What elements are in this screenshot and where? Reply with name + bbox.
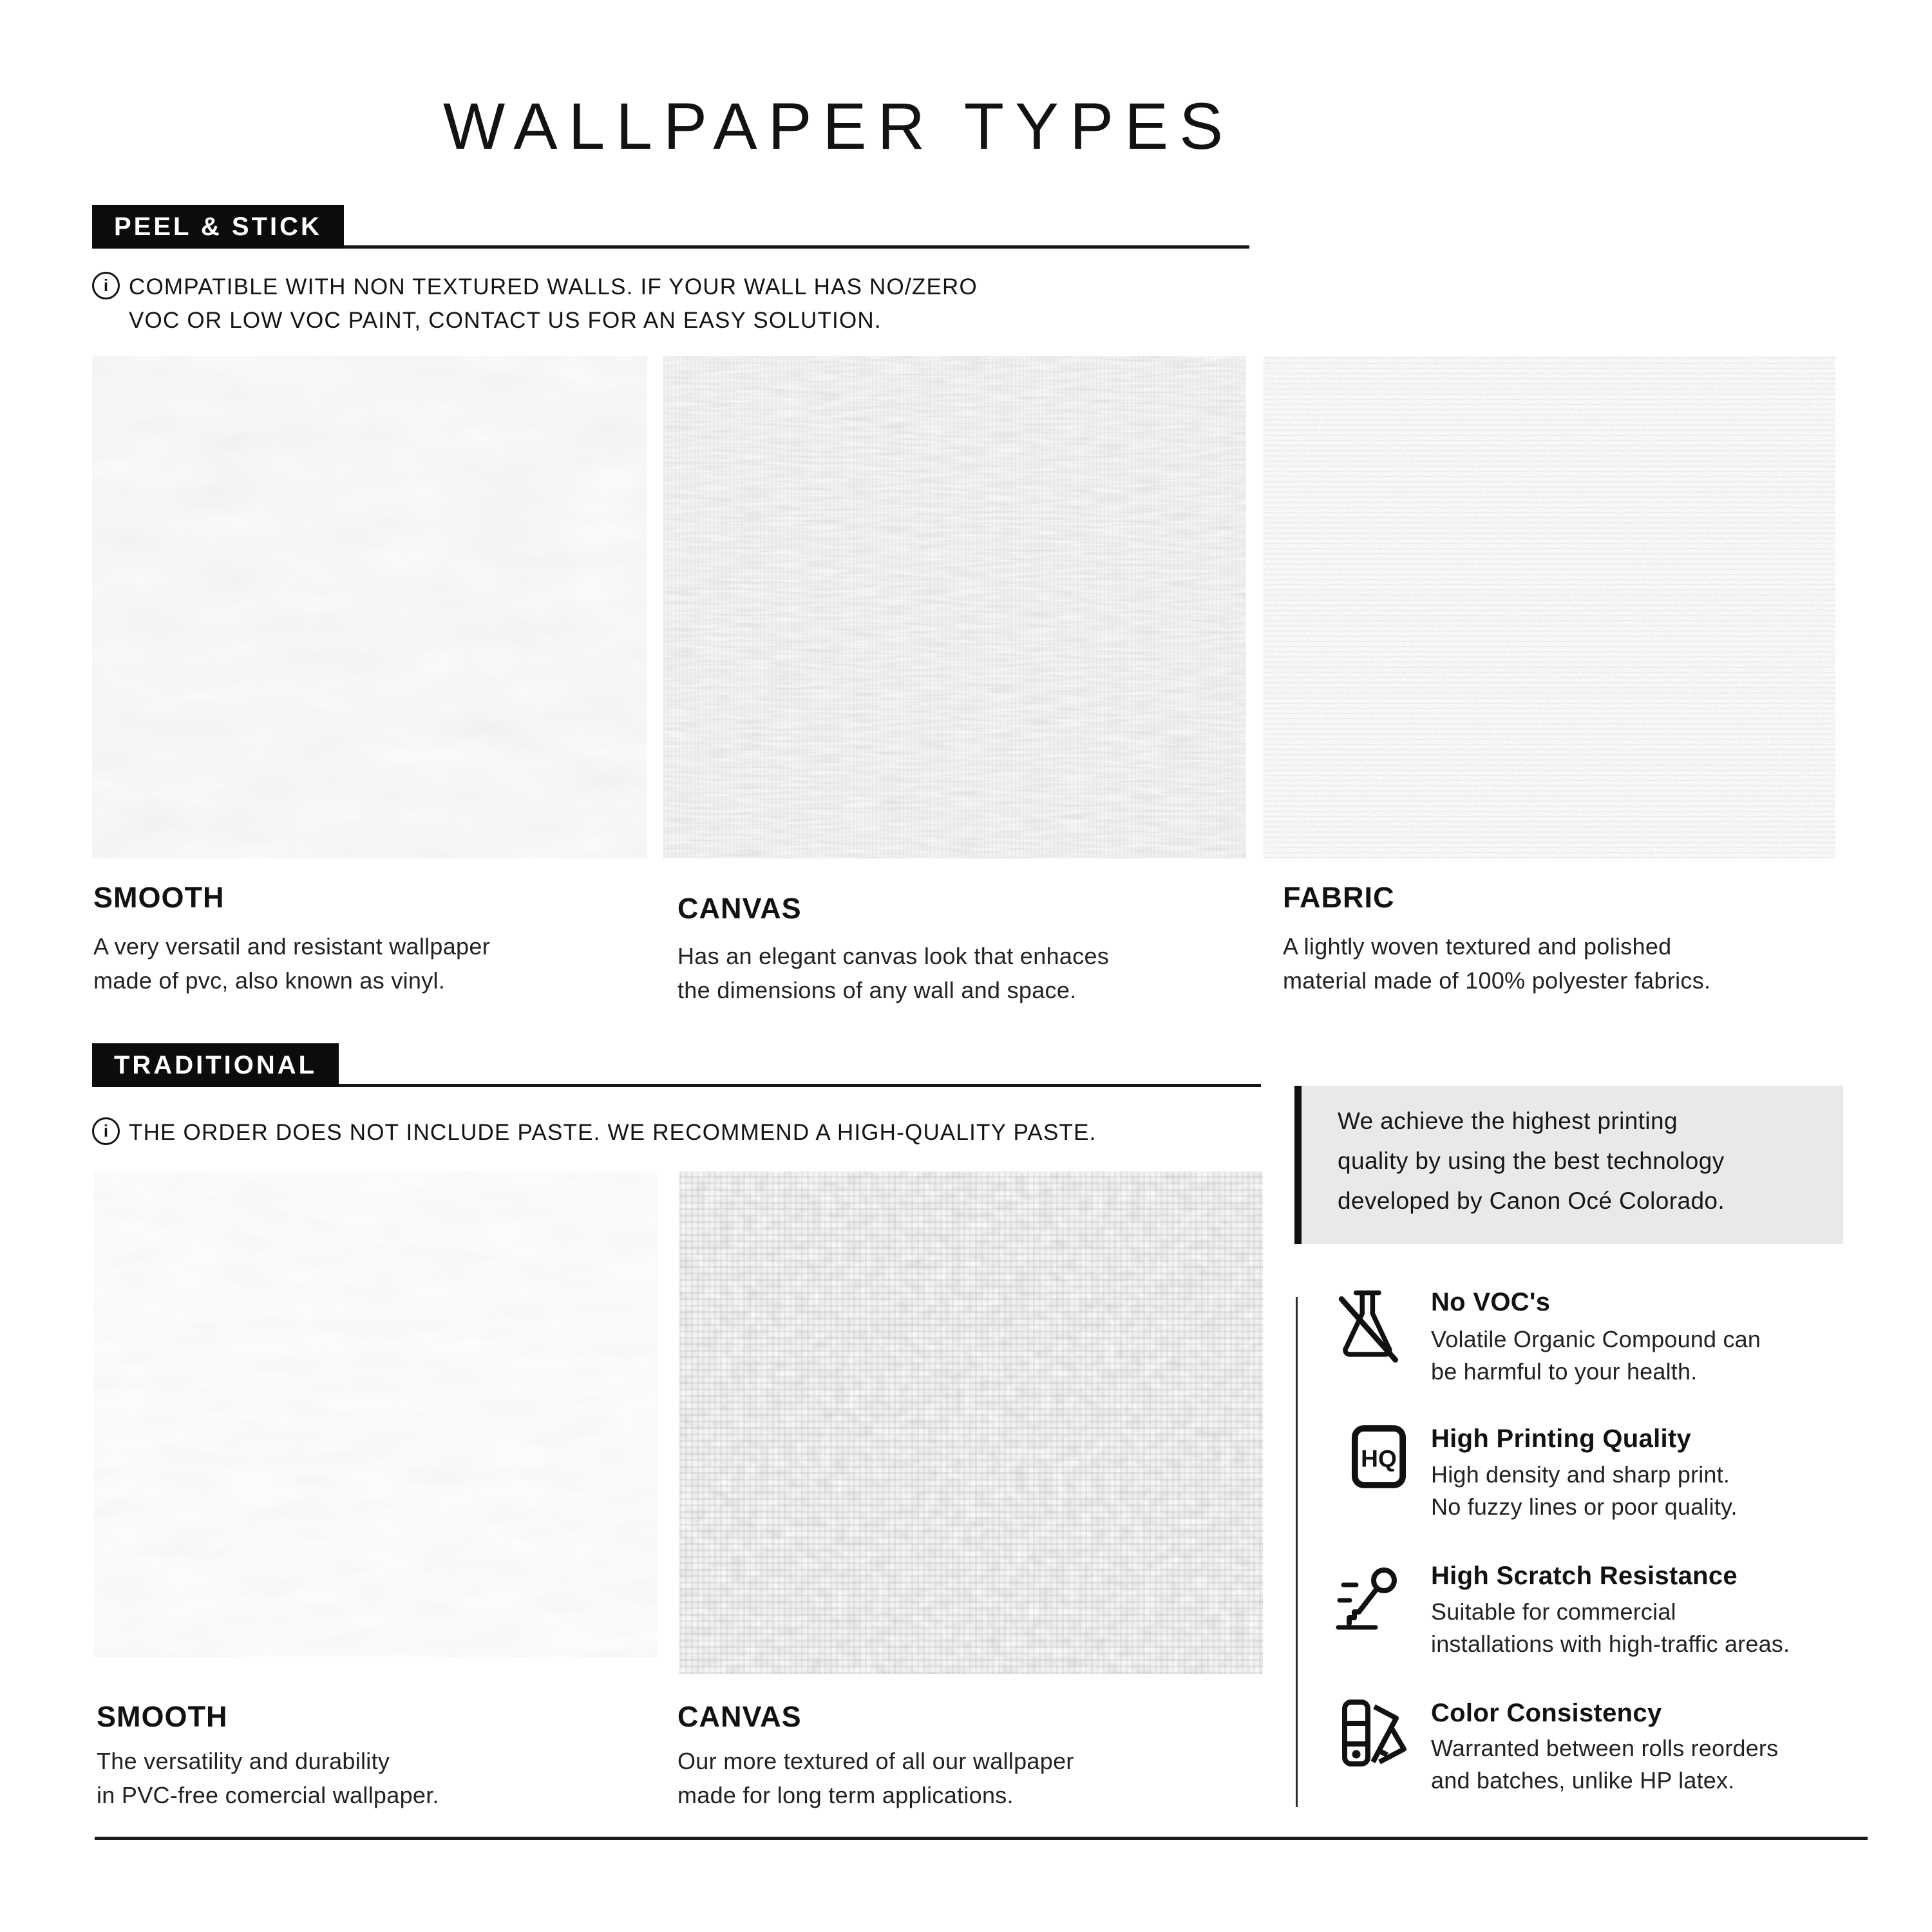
feature-title: High Scratch Resistance	[1431, 1562, 1738, 1590]
traditional-note	[92, 1116, 1097, 1150]
quality-statement-line3: developed by Canon Océ Colorado.	[1338, 1188, 1725, 1214]
swatch-desc-line: A very versatil and resistant wallpaper	[93, 933, 490, 960]
info-icon: i	[92, 1117, 120, 1145]
traditional-badge: TRADITIONAL	[92, 1043, 339, 1087]
swatch-desc-line: material made of 100% polyester fabrics.	[1283, 967, 1711, 994]
feature-title: Color Consistency	[1431, 1699, 1662, 1727]
feature-desc-line: Warranted between rolls reorders	[1431, 1735, 1779, 1761]
traditional-note-line: THE ORDER DOES NOT INCLUDE PASTE. WE RECOMMEND A HIGH-QUALITY PASTE.	[129, 1120, 1097, 1145]
swatch-desc-line: made of pvc, also known as vinyl.	[93, 967, 446, 994]
color-swatches-icon	[1341, 1699, 1408, 1767]
swatch-desc-line: A lightly woven textured and polished	[1283, 933, 1672, 960]
peel-stick-note	[92, 270, 978, 337]
feature-desc-line: High density and sharp print.	[1431, 1461, 1730, 1488]
panel-accent-bar	[1294, 1086, 1302, 1244]
quality-statement-panel	[1302, 1086, 1843, 1244]
feature-desc-line: Volatile Organic Compound can	[1431, 1326, 1761, 1352]
peel-stick-note-line1: COMPATIBLE WITH NON TEXTURED WALLS. IF YOUR WALL HAS NO/ZERO	[129, 274, 978, 299]
quality-statement-line1: We achieve the highest printing	[1338, 1108, 1678, 1134]
quality-statement-line2: quality by using the best technology	[1338, 1148, 1725, 1174]
feature-desc-line: installations with high-traffic areas.	[1431, 1631, 1790, 1657]
feature-desc-line: Suitable for commercial	[1431, 1598, 1676, 1625]
swatch-desc-line: Has an elegant canvas look that enhaces	[677, 943, 1110, 969]
swatch-desc-line: The versatility and durability	[97, 1748, 390, 1774]
swatch-desc-line: made for long term applications.	[677, 1782, 1014, 1808]
swatch-name: CANVAS	[677, 892, 802, 925]
swatch-name: SMOOTH	[93, 881, 225, 914]
smooth-pvc-free-swatch	[93, 1171, 657, 1657]
feature-desc-line: and batches, unlike HP latex.	[1431, 1767, 1735, 1794]
peel-stick-badge: PEEL & STICK	[92, 205, 344, 249]
swatch-name: SMOOTH	[97, 1700, 228, 1733]
canvas-weave-swatch	[663, 356, 1246, 858]
svg-text:HQ: HQ	[1361, 1444, 1397, 1472]
key-scratch-icon	[1334, 1560, 1406, 1631]
swatch-desc-line: Our more textured of all our wallpaper	[677, 1748, 1074, 1774]
feature-desc-line: No fuzzy lines or poor quality.	[1431, 1493, 1738, 1520]
swatch-name: FABRIC	[1283, 881, 1395, 914]
peel-stick-note-line2: VOC OR LOW VOC PAINT, CONTACT US FOR AN EASY SOLUTION.	[129, 308, 882, 333]
hq-badge-icon	[1351, 1425, 1406, 1489]
no-voc-flask-icon	[1334, 1288, 1404, 1364]
swatch-desc-line: the dimensions of any wall and space.	[677, 977, 1077, 1003]
page-title: WALLPAPER TYPES	[443, 90, 1235, 163]
features-divider-line	[1296, 1297, 1298, 1807]
feature-desc-line: be harmful to your health.	[1431, 1358, 1698, 1385]
info-icon: i	[92, 272, 120, 299]
footer-rule	[95, 1837, 1868, 1840]
feature-title: No VOC's	[1431, 1288, 1551, 1316]
fabric-woven-swatch	[1264, 356, 1835, 858]
swatch-name: CANVAS	[677, 1700, 802, 1733]
coarse-canvas-swatch	[679, 1171, 1263, 1674]
smooth-vinyl-swatch	[92, 356, 647, 858]
feature-title: High Printing Quality	[1431, 1425, 1692, 1453]
swatch-desc-line: in PVC-free comercial wallpaper.	[97, 1782, 439, 1808]
